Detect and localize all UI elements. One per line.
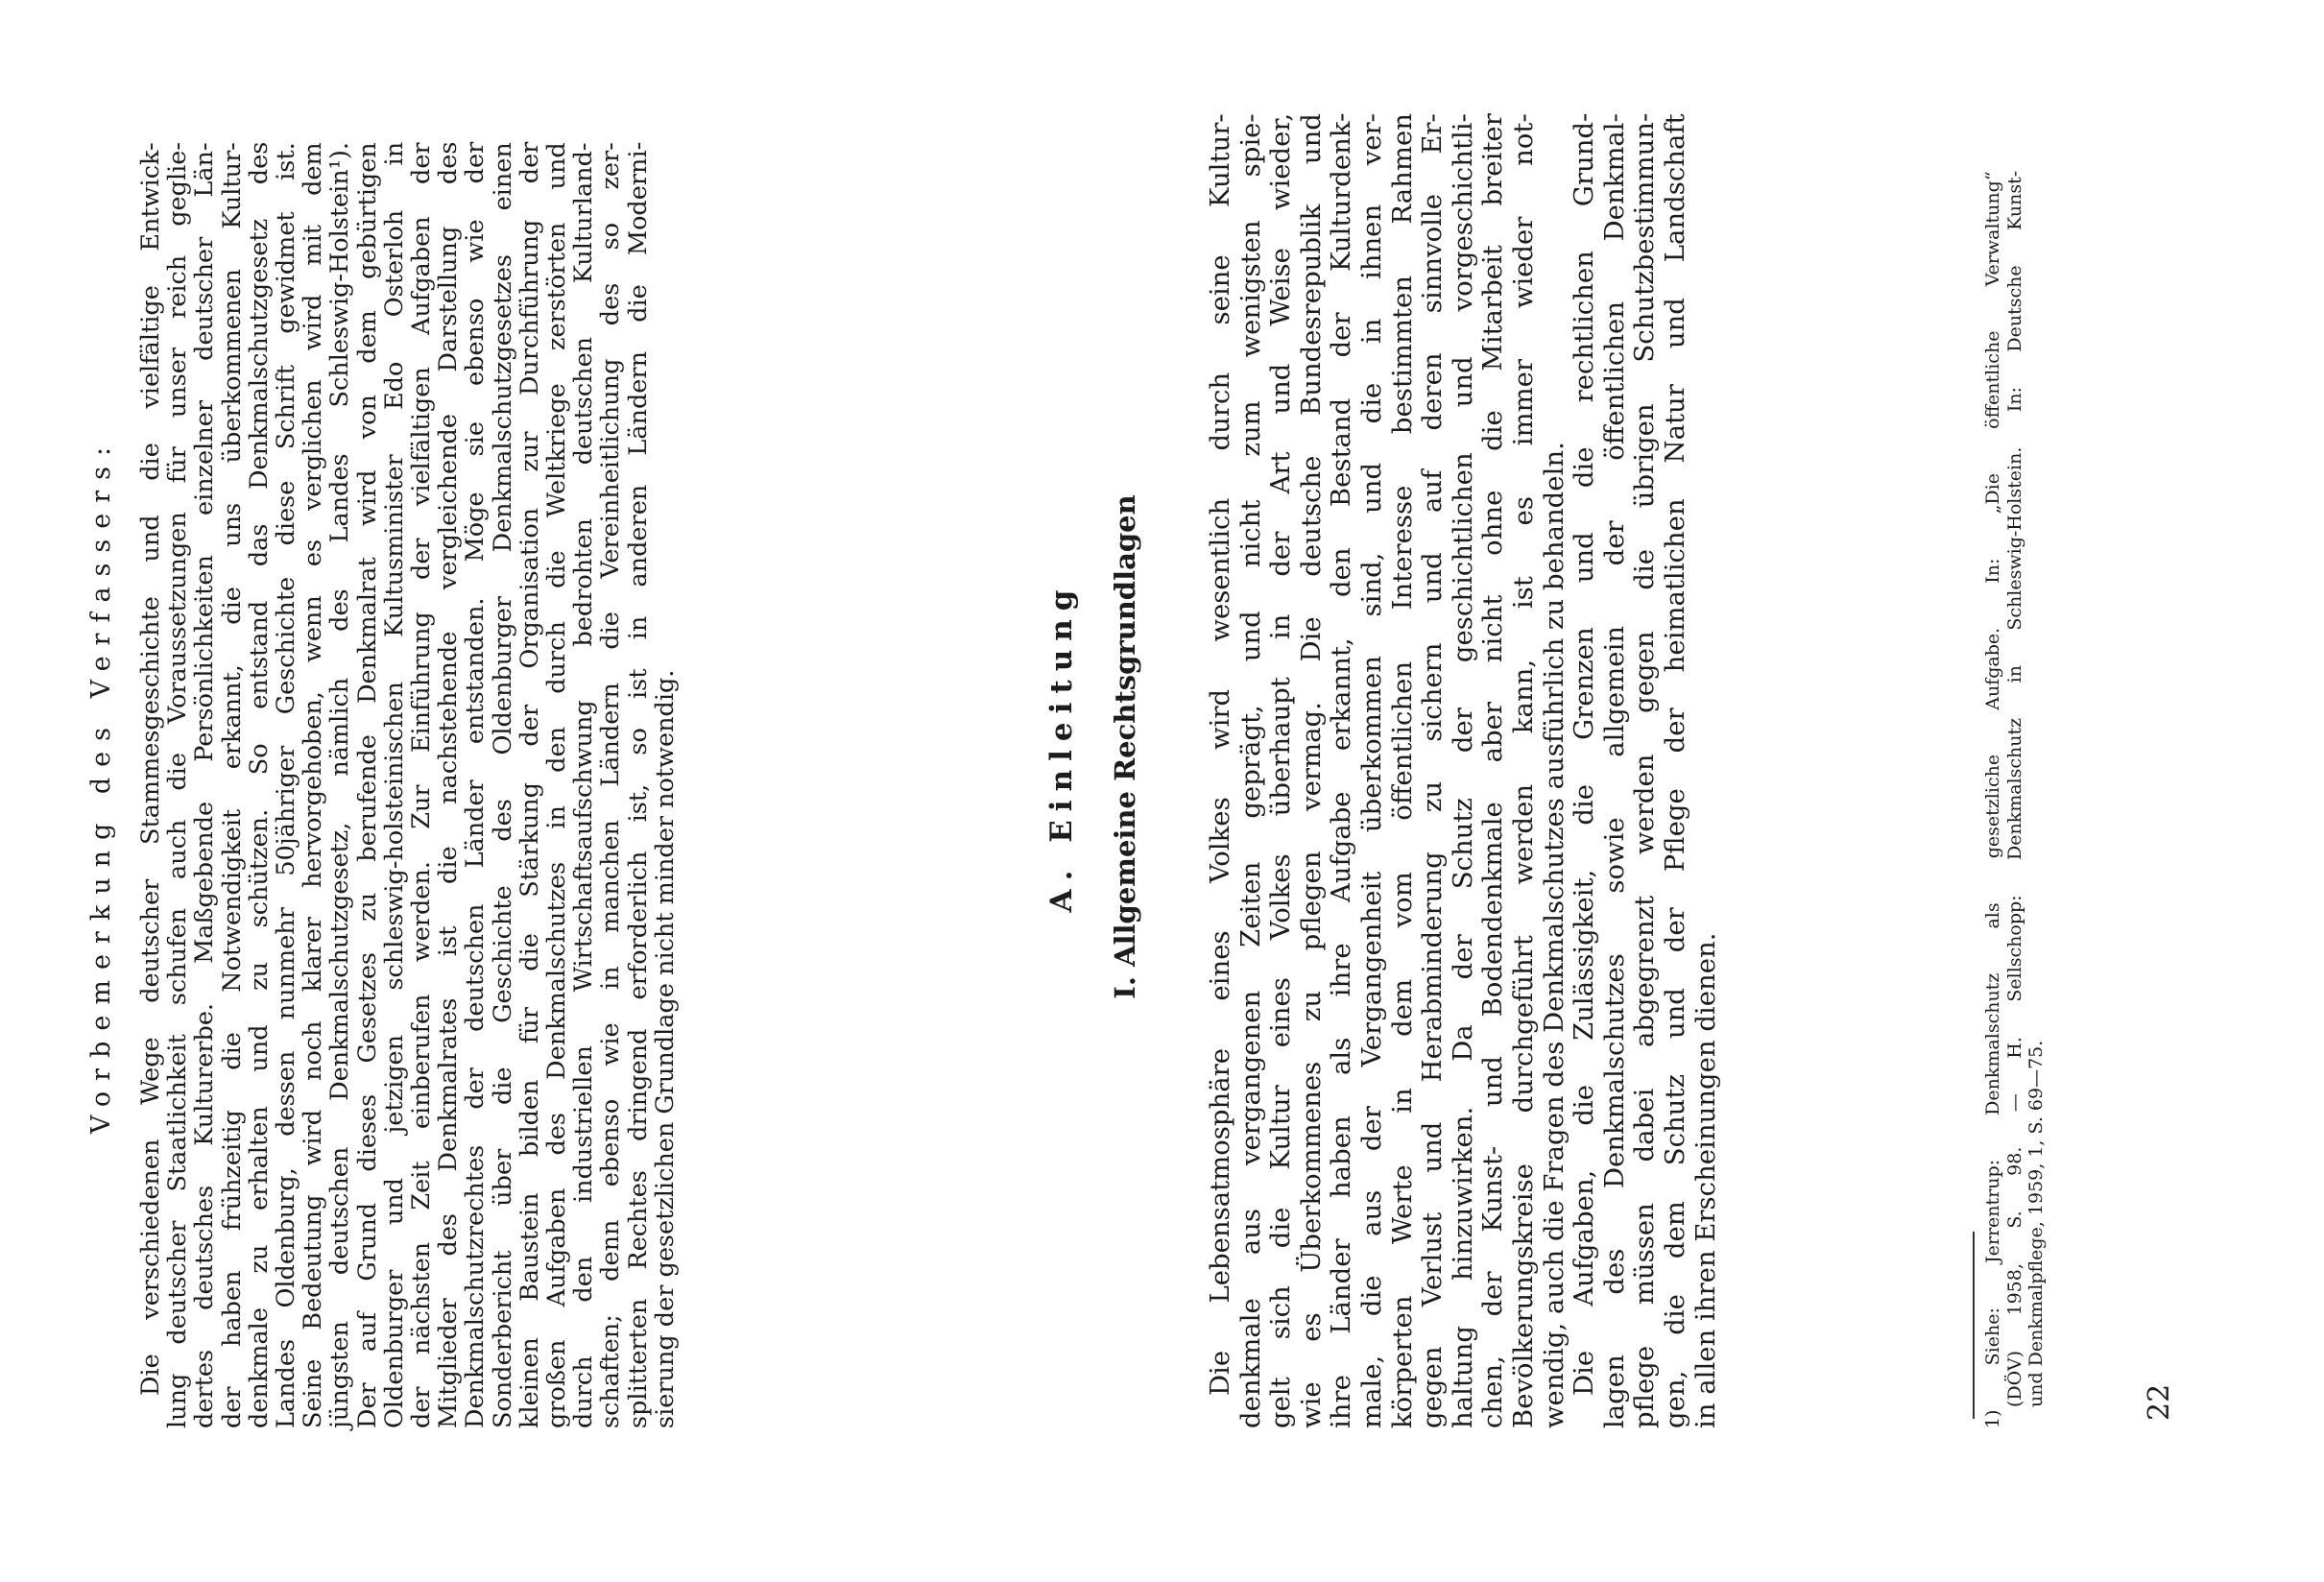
einleitung-line: haltung hinzuwirken. Da der Schutz der geschichtlichen und vorgeschichtli- bbox=[1447, 113, 1478, 1428]
einleitung-line: wie es Überkommenes zu pflegen vermag. Die deutsche Bundesrepublik und bbox=[1295, 113, 1327, 1428]
einleitung-title: A. Einleitung bbox=[1044, 581, 1079, 913]
vorbemerkung-line: der haben frühzeitig die Notwendigkeit erkannt, die uns überkommenen Kultur- bbox=[217, 142, 247, 1428]
vorbemerkung-heading: Vorbemerkung des Verfassers: bbox=[86, 436, 116, 1135]
rechtsgrundlagen-subtitle: I. Allgemeine Rechtsgrundlagen bbox=[1109, 494, 1141, 999]
vorbemerkung-line: lung deutscher Staatlichkeit schufen auch die Voraussetzungen für unser reich geglie- bbox=[163, 142, 193, 1428]
einleitung-line: ihre Länder haben als ihre Aufgabe erkannt, den Bestand der Kulturdenk- bbox=[1326, 112, 1357, 1428]
einleitung-line: male, die aus der Vergangenheit überkommen sind, und die in ihnen ver- bbox=[1356, 113, 1387, 1428]
einleitung-line: gen, die dem Schutz und der Pflege der heimatlichen Natur und Landschaft bbox=[1660, 113, 1690, 1428]
vorbemerkung-line: Die verschiedenen Wege deutscher Stammesgeschichte und die vielfältige Entwick- bbox=[136, 142, 165, 1396]
page-number: 22 bbox=[2143, 1383, 2176, 1421]
vorbemerkung-line: Oldenburger und jetzigen schleswig-holsteinischen Kultusminister Edo Osterloh in bbox=[379, 141, 409, 1428]
vorbemerkung-line: Mitglieder des Denkmalrates ist die nachstehende vergleichende Darstellung des bbox=[434, 141, 464, 1428]
einleitung-line: Bevölkerungskreise durchgeführt werden kann, ist es immer wieder not- bbox=[1508, 113, 1539, 1428]
einleitung-line: pflege müssen dabei abgegrenzt werden gegen die übrigen Schutzbestimmun- bbox=[1629, 112, 1661, 1428]
vorbemerkung-line: Sonderbericht über die Geschichte des Oldenburger Denkmalschutzgesetzes einen bbox=[488, 142, 517, 1428]
vorbemerkung-line: dertes deutsches Kulturerbe. Maßgebende Persönlichkeiten einzelner deutscher Län- bbox=[190, 142, 220, 1428]
vorbemerkung-line: kleinen Baustein bilden für die Stärkung der Organisation zur Durchführung der bbox=[515, 141, 544, 1428]
footnote-line: 1) Siehe: Jerrentrup: Denkmalschutz als gesetzliche Aufgabe. In: „Die öffentliche Verwaltung“ bbox=[1982, 171, 2003, 1428]
vorbemerkung-line: Landes Oldenburg, dessen nunmehr 50jähriger Geschichte diese Schrift gewidmet ist. bbox=[272, 142, 300, 1428]
vorbemerkung-line: Der auf Grund dieses Gesetzes zu berufende Denkmalrat wird von dem gebürtigen bbox=[352, 142, 382, 1428]
einleitung-line: lagen des Denkmalschutzes sowie allgemein der öffentlichen Denkmal- bbox=[1598, 113, 1630, 1428]
footnote-line: (DÖV) 1958, S. 98. — H. Sellschopp: Denkmalschutz in Schleswig-Holstein. In: Deutsche Kunst- bbox=[2003, 170, 2025, 1407]
einleitung-line: chen, der Kunst- und Bodendenkmale aber nicht ohne die Mitarbeit breiter bbox=[1477, 113, 1509, 1428]
footnote-divider bbox=[1973, 1232, 1975, 1419]
vorbemerkung-line: splitterten Rechtes dringend erforderlich ist, so ist in anderen Ländern die Moderni- bbox=[623, 141, 653, 1428]
vorbemerkung-line: der nächsten Zeit einberufen werden. Zur Einführung der vielfältigen Aufgaben der bbox=[407, 142, 436, 1428]
einleitung-line: in allen ihren Erscheinungen dienen. bbox=[1689, 932, 1721, 1428]
vorbemerkung-line: großen Aufgaben des Denkmalschutzes in den durch die Weltkriege zerstörten und bbox=[542, 142, 571, 1428]
einleitung-line: gegen Verlust und Herabminderung zu sichern und auf deren sinnvolle Er- bbox=[1417, 113, 1449, 1428]
einleitung-line: wendig, auch die Fragen des Denkmalschutzes ausführlich zu behandeln. bbox=[1538, 442, 1569, 1428]
vorbemerkung-line: denkmale zu erhalten und zu schützen. So entstand das Denkmalschutzgesetz des bbox=[244, 141, 274, 1428]
einleitung-line: körperten Werte in dem vom öffentlichen Interesse bestimmten Rahmen bbox=[1386, 113, 1418, 1428]
vorbemerkung-line: jüngsten deutschen Denkmalschutzgesetz, nämlich des Landes Schleswig-Holstein¹). bbox=[325, 141, 355, 1428]
vorbemerkung-line: sierung der gesetzlichen Grundlage nicht minder notwendig. bbox=[650, 669, 680, 1428]
vorbemerkung-line: Seine Bedeutung wird noch klarer hervorgehoben, wenn es verglichen wird mit dem bbox=[299, 142, 328, 1428]
footnote-line: und Denkmalpflege, 1959, 1, S. 69—75. bbox=[2025, 1040, 2047, 1407]
einleitung-line: gelt sich die Kultur eines Volkes überhaupt in der Art und Weise wieder, bbox=[1265, 112, 1297, 1428]
vorbemerkung-line: Denkmalschutzrechtes der deutschen Länder entstanden. Möge sie ebenso wie der bbox=[461, 141, 491, 1428]
einleitung-line: Die Lebensatmosphäre eines Volkes wird wesentlich durch seine Kultur- bbox=[1205, 113, 1235, 1396]
einleitung-line: Die Aufgaben, die Zulässigkeit, die Grenzen und die rechtlichen Grund- bbox=[1569, 112, 1600, 1396]
vorbemerkung-line: schaften; denn ebenso wie in manchen Ländern die Vereinheitlichung des so zer- bbox=[596, 142, 626, 1428]
einleitung-line: denkmale aus vergangenen Zeiten geprägt, und nicht zum wenigsten spie- bbox=[1234, 113, 1266, 1428]
vorbemerkung-line: durch den industriellen Wirtschaftsaufschwung bedrohten deutschen Kulturland- bbox=[569, 142, 599, 1428]
